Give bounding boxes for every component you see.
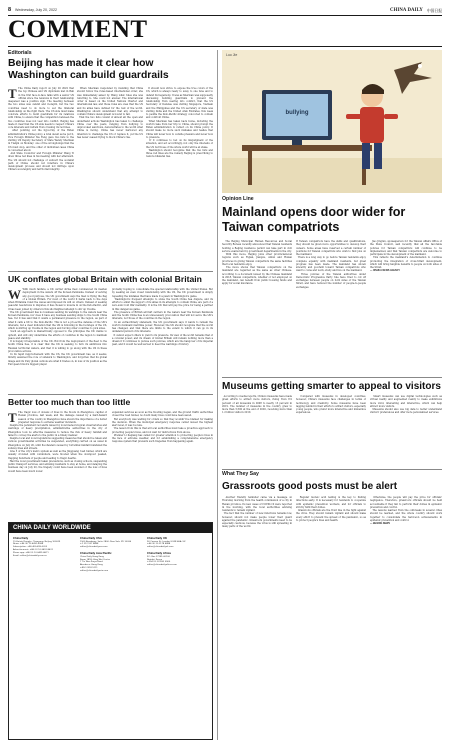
- editorial-1-p4: When Sherman responded by insisting that China should follow the rules-based international order, she was immediately asked by Wang what rules she was referring to. She could not answer. The international order is based on the United Nations Charter and international law, and those rules are ones that the US and its allies have defined for the rest of the world. Washington should understand that any attempt to contain China's development is bound to fail.: [77, 87, 143, 116]
- section-title: COMMENT: [8, 17, 148, 43]
- contact-line: +44 (0) 20 3178 6888: [147, 543, 171, 546]
- contact-link[interactable]: editor@chinadailyusa.com: [80, 546, 108, 549]
- contact-name: China Daily Asia Pacific: [80, 551, 112, 556]
- opinion-1-col-3: [370, 240, 442, 375]
- opinion-3-col-2: [296, 496, 366, 740]
- opinion-3-signature: — BEIJING NEWS: [370, 523, 390, 525]
- opinion-1-col-1: [222, 240, 292, 375]
- divider: [222, 469, 442, 470]
- contact-box-title: CHINA DAILY WORLDWIDE: [9, 523, 212, 533]
- opinion-1-col-2: [296, 240, 366, 375]
- contact-line: +852 2518 5111: [80, 567, 98, 570]
- editorial-2-p5: In its rapid rapprochement with the US, the UK government has, as it seems, blindly assumed the role of sidekick to Washington, and forgotten that its global image and its truly global outlook are what it trades on, in loss of its position as the European Union's biggest player.: [8, 353, 107, 366]
- editorials-label: Editorials: [8, 50, 32, 56]
- editorial-2-title: UK conflates global Britain with colonial Britain: [8, 274, 202, 284]
- contact-line: Phone app: +86 (0) 10 6491-8671: [13, 551, 49, 554]
- brand-name: CHINA DAILY: [389, 7, 423, 13]
- editorial-3-p5: Had the local government taken precautions, such as closing schools, suspending public transport services, and advising residents to stay at home, and delaying the business day on July 20, the tragedy could have been avoided or the loss of lives would have been much lower.: [8, 459, 107, 473]
- opinion-1-p7: Jiao Jinglun, spokesperson for the Taiwan Affairs Office of the State Council, said recently that all the favorable policies for Taiwan compatriots will continue to be implemented, and that Taiwan compatriots are welcome to participate in the development of the mainland.: [370, 240, 442, 256]
- divider: [222, 377, 442, 378]
- opinion-2-title: Museums getting smarter to appeal to visitors: [222, 381, 441, 392]
- contact-box: [8, 522, 213, 740]
- opinion-2-p1: According to media reports, China's museums have made great efforts to attract more visitors, rising from 8.9 percent of all museums in 2008 to nearly 13 percent in 2019. The number of museums in the country grew to more than 5,500 at the end of 2020, receiving more than 1.2 billion visits in 2019.: [222, 395, 292, 415]
- contact-line: 7 Tin Wan Praya Road: [80, 561, 103, 564]
- contact-col-1: [13, 537, 75, 737]
- editorial-3-col-1: [8, 411, 107, 519]
- header-rule: [8, 15, 442, 16]
- editorial-3-title: Better too much than too little: [8, 397, 131, 407]
- editorial-2-p9: In an extraordinary statement, the UK government says it wants to remain the world's dominant maritime power. However, the UK should recognize that the world has changed, and that there are limits to the extent to which it can go in its unilateral pursuit of its interests.: [112, 320, 213, 334]
- editorial-2-p2: The UK government has no business sending its warships to the waters near the Korean Peninsula, nor does it have any business sending ships to the South China Sea. Yet it has said that it wants a permanent presence in the region, as part of what it calls a tilt to the Indo-Pacific. This is not a pro-active defense of the UK's interests, but a clear indication that the UK is following in the footsteps of the US, which is stirring up trouble in the region and forcing other countries to pick sides.: [8, 310, 107, 330]
- brand-name-cn: 中国日报: [426, 7, 442, 13]
- opinion-3-p1: Another friendly reminder came via a message on Thursday morning from the health commission of a city in Henan province. Its new cases of COVID-19 were reported in the morning, with the local authorities advising residents to remain vigilant.: [222, 496, 292, 512]
- cartoon: [222, 50, 442, 193]
- opinion-line-label: Opinion Line: [222, 196, 254, 202]
- opinion-2-p3: Smart museums can use digital technologies such as virtual reality and augmented reality to make exhibitions more vivid, interesting and interactive, which can help attract more visitors.: [370, 395, 442, 408]
- editorial-1-p6: It should now strive to expose the true colors of the US, which is always ready to sway to one tune and to defend its hegemony. It was as Sherman was supposedly discussing building guardrails to prevent the relationship from veering into conflict, that the US Secretary of Defense was visiting Singapore, Vietnam and the Philippines and the US secretary of state was visiting India and the United Arab Emirates, this week to peddle the Indo-Pacific strategy concocted to contain and confront China.: [146, 87, 213, 120]
- editorial-3-p6: expanded services as soon as the flooding began, and the ground traffic authorities closed the road tunnel, no doubt many lives could have been saved.: [112, 411, 213, 418]
- section-rule: [8, 46, 442, 47]
- opinion-3-p3: Regular nucleic acid testing is the key to finding infections early. It is necessary for residents to cooperate with epidemic prevention workers, and for officials to strictly fulfil their duties.: [296, 496, 366, 509]
- editorial-1-p3: And State Councilor and Foreign Minister Wang Yi drew three red lines in his meeting with her afterward. The US should not challenge or subvert the socialist path of China; should not interfere in China's development process; and should not infringe upon China's sovereignty and territorial integrity.: [8, 152, 74, 172]
- contact-link[interactable]: editor@chinadailyuk.com: [147, 546, 174, 549]
- drop-cap: T: [8, 87, 17, 101]
- contact-line: Nairobi, Kenya: [147, 558, 163, 561]
- editorial-1-p8: If it continues to bet on its misjudgment of the situation, and act accordingly, not only the interests of the US but those of the whole world will be at stake.: [146, 139, 213, 149]
- issue-date: Wednesday, July 20, 2022: [15, 8, 58, 12]
- contact-line: Subscription: +86 400-699-0203: [13, 546, 48, 549]
- opinion-1-p4: If Taiwan compatriots have the skills and qualifications, they should be given more opportunities to develop their careers. Some areas have reserved a certain number of positions for Taiwan compatriots who wish to find jobs on the mainland.: [296, 240, 366, 256]
- editorial-3-p9: Premier Li Keqiang has called for greater attention to protecting people's lives in the face of extreme weather, and for establishing a comprehensive emergency response system that prevents such tragedies from happening again.: [112, 433, 213, 444]
- contact-line: 90 Cannon St, London EC4N 6HA, UK: [147, 540, 186, 543]
- contact-line: Room 1818, Hing Wai Centre: [80, 558, 111, 561]
- drop-cap: T: [8, 411, 17, 425]
- contact-col-3: [147, 537, 210, 737]
- editorial-3-p8: The lesson from this is that all local authorities must take a proactive approach to protecting people's lives, and not wait for instructions from above.: [112, 427, 213, 434]
- contact-line: +254 (0) 20 692 0900: [147, 561, 171, 564]
- editorial-2-p8: The presence of British aircraft carriers in the waters near the Korean Peninsula and the South China Sea is an unnecessary provocation that will not serve the UK's interests, nor those of the countries in the region.: [112, 310, 213, 321]
- contact-line: 15 Huixin Dongjie, Chaoyang, Beijing 100029: [13, 540, 61, 543]
- opinion-1-p6: Three policies of the Taiwan authorities under Democratic Progressive Party rule have tried to cut off exchanges between people on both sides of the Taiwan Strait, and have reduced the number of people-to-people exchanges.: [296, 272, 366, 289]
- editorial-3-col-2: [112, 411, 213, 519]
- editorial-3-p7: But everybody was waiting for orders so that they wouldn't be blamed for making the decision. When the municipal emergency response center issued the highest alert level, it was too late.: [112, 417, 213, 427]
- opinion-1-p2: With this move, Beijing joins other provincial-level regions such as Fujian, Jiangsu, Anhui and Hunan provinces in giving Taiwan compatriots the same facilities that local residents enjoy.: [222, 253, 292, 266]
- editorial-1-p1: The China Daily report on July 20 2022 that the top Chinese and US diplomats met in Bali in the first face-to-face talks with a senior US official since the tensions in their relationship deepened was a positive sign. The meeting between the two sides was candid and in-depth, but the two countries need to do more to set the bilateral relationship on the right track. The US side must make concrete efforts to build guardrails for its relations with China, to ensure that the competition between the two countries does not veer into conflict. Beijing has made it clear that the US side needs to respect China's core interests and refrain from crossing its red lines.: [8, 87, 74, 129]
- opinion-3-p5: Otherwise, the people will pay the price for officials' negligence. Therefore, grassroots officials should be held accountable if they fail to perform their duties in epidemic prevention and control.: [370, 496, 442, 509]
- opinion-2-p4: Museums should also use big data to better understand visitors' preferences and offer more personalized services.: [370, 408, 442, 415]
- what-they-say-label: What They Say: [222, 471, 259, 477]
- editorial-2-col-1: [8, 288, 107, 392]
- opinion-3-p6: The lessons learned from the outbreaks in several cities should be learned, and the whole country should work together to consolidate the hard-won achievements in epidemic prevention and control.: [370, 509, 442, 522]
- opinion-1-p3: The move shows that Taiwan compatriots on the mainland are regarded as the same as other Chinese. According to a document issued by the Chinese mainland in 2018, Taiwan compatriots, whether or not employed on the mainland, can benefit from public housing funds and apply for social insurance.: [222, 266, 292, 286]
- opinion-3-p4: Grassroots officials are the front line in the fight against the virus. They should remain vigilant and should make every effort to prevent the spread of the pandemic, so as to protect people's lives and health.: [296, 509, 366, 522]
- editorial-1-col-2: [77, 87, 143, 270]
- editorial-2-p1: With much fanfare, a UK carrier strike fleet commenced its maiden deployment in the waters off the Korean Peninsula. Instead of serving any good purpose, the UK government says the fleet is flying the flag of a Global Britain. For most of the world it harks back to the days when Britannia ruled the waves and imposed its will on others. Instead of seeking peaceful resolutions to disputes, it has chosen to muscle in on the Indo-Pacific, and it has been joined by others in this shortsighted attempt to stir up trouble.: [8, 288, 107, 311]
- opinion-3-p2: The fact that the number of new infections remains low, however, should not make people lower their guard against the pandemic. Grassroots governments need to be especially cautious, because the virus is still spreading in many parts of the world.: [222, 512, 292, 529]
- opinion-2-p2: Compared with museums in developed countries, however, China's museums face challenges in terms of technology and creativity. Some museums have been lagging behind in their efforts to attract visitors, especially young people, who prefer more interactive and immersive experiences.: [296, 395, 366, 415]
- editorial-1-col-1: [8, 87, 74, 270]
- opinion-2-col-1: [222, 395, 292, 467]
- opinion-1-p5: There is a long way to go before Taiwan residents enjoy complete equality with mainland residents, but great progress has been made. The mainland has shown sincerity and goodwill toward Taiwan compatriots who want to come and work, study and live on the mainland.: [296, 256, 366, 273]
- opinion-1-p1: The Beijing Municipal Human Resources and Social Security Bureau recently announced that Taiwan residents holding a Beijing residence permit can take part in civil service exams held by government departments in the city.: [222, 240, 292, 253]
- opinion-3-col-3: [370, 496, 442, 740]
- contact-name: China Daily USA: [80, 537, 102, 540]
- editorial-2-p6: probably hoping to consolidate the special relationship with the United States. But by seeking an even closer relationship with the US, the UK government is simply repeating the mistakes that have made it a pawn in Washington's game.: [112, 288, 213, 298]
- contact-col-2: [80, 537, 142, 737]
- opinion-3-title: Grassroots good posts must be alert: [222, 481, 398, 492]
- editorial-3-p4: Line 5 of the city's metro system as well as the Jingguang road tunnel, which are usually crowded with commuters, were flooded when the downpour peaked, trapping hundreds of people and leading to tragic deaths.: [8, 450, 107, 460]
- column-separator: [217, 50, 218, 740]
- divider: [8, 394, 213, 395]
- contact-name: China Daily UK: [147, 537, 168, 540]
- editorial-1-p2: After pointing out the hypocrisy of the Biden administration's China policy, a total deceit as he put it, Vice Foreign Minister Xie Feng gave two lists to the visiting US Deputy Secretary of State Wendy Sherman in Tianjin on Monday: one of the wrongdoings that the US must stop, and the other of individual cases China is concerned about.: [8, 129, 74, 152]
- editorial-2-p3: Such an approach is diametrically opposed to the principles the UK claims to uphold, and will only undermine the efforts of countries in the region to maintain peace and stability.: [8, 330, 107, 340]
- opinion-1-title: Mainland opens door wider for Taiwan compatriots: [222, 205, 406, 235]
- contact-line: Aberdeen, Hong Kong: [80, 564, 103, 567]
- editorial-3-p1: The tragic loss of dozens of lives in the floods in Zhengzhou, capital of Henan province, last week, and the damage caused by a hard-hazard season of the county in Zhengzhou have shown the importance of a better prepared response to extreme weather incidents.: [18, 411, 107, 424]
- cartoon-illustration: [222, 50, 442, 193]
- opinion-2-col-2: [296, 395, 366, 467]
- contact-line: +1 212 537 8888: [80, 543, 99, 546]
- editorial-2-p4: It is hugely irresponsible of the UK. But from the deployment of the fleet to the South China Sea, it is clear that the UK is seeking to turn its ambitions into Russian territorial waters, and that it is willing to go along with the US in these provocative actions.: [8, 340, 107, 353]
- opinion-3-col-1: [222, 496, 292, 740]
- cartoon-monitor-label: bullying: [285, 110, 309, 116]
- contact-line: Advertisement: +86 (0) 10 6491-8631: [13, 549, 53, 552]
- contact-name: China Daily Africa: [147, 551, 171, 556]
- drop-cap: W: [8, 288, 21, 302]
- contact-link[interactable]: editor@chinadailyafrica.com: [147, 564, 177, 567]
- page-number: 8: [8, 7, 12, 13]
- editorial-2-p7: Washington's frequent attempts to stoke the South China Sea dispute, and its efforts to enlist the support of its allies in its attempts to contain China, are part of a zero-sum Cold War mentality. It is the UK that will pay the price for being a partner in this dangerous game.: [112, 297, 213, 311]
- editorial-2-col-2: [112, 288, 213, 392]
- editorial-1-col-3: [146, 87, 213, 270]
- opinion-2-col-3: [370, 395, 442, 467]
- contact-line: China Daily Hong Kong: [80, 555, 104, 558]
- contact-link[interactable]: editor@chinadailyasia.com: [80, 569, 109, 572]
- editorial-1-title: Beijing has made it clear how Washington can build guardrails: [8, 58, 169, 82]
- editorial-3-p2: Despite the persistent red alerts issued by local meteorological observatories and warnings of heavy precipitation, administrative authorities in the city of Zhengzhou took no effective measures to reduce the risk of heavy rainfall and failed to convey the alerts to the public in a timely manner.: [8, 424, 107, 437]
- contact-line: 1500 Broadway, Suite 2800, New York, NY 10036: [80, 540, 132, 543]
- contact-link[interactable]: Email: editor@chinadaily.com.cn: [13, 554, 47, 557]
- contact-line: News: +86 (0) 10 6491-8366: [13, 543, 44, 546]
- contact-line: P.O. Box 27281-00100: [147, 555, 170, 558]
- contact-name: China Daily: [13, 537, 29, 540]
- cartoon-credit: Luo Jie: [226, 53, 238, 57]
- opinion-1-p8: This reflects the mainland's determination to continue promoting the integration of cross-Strait development, which will bring tangible benefits to people on both sides of the Strait.: [370, 256, 442, 269]
- editorial-1-p9: Washington should recognize that the two lists and three red lines are the remedy Beijing is prescribing to restore bilateral ties.: [146, 148, 213, 159]
- editorial-2-p10: It cannot expect others to yield to its pressure. Its view of the world remains that of a colonial power, and its dream of Global Britain will remain nothing more than a dream if it continues to pursue such policies, which are the hangover of its imperial past, and it would be well served to heed the warnings of history.: [112, 333, 213, 347]
- divider: [8, 271, 213, 272]
- opinion-1-signature: — XINHUA NEWS AGENCY: [370, 270, 400, 273]
- editorial-3-p3: Despite local and local regulations suggesting measures that should be taken and various governmental activities be suspended, everything carried on as usual in Zhengzhou on July 20, until floodwaters caused by torrential rainfall inundated the subway lines and streets.: [8, 437, 107, 450]
- editorial-1-p5: That the two lists consist of almost all the open and underhand actions Washington has taken to challenge China over the years, ranging from bullying to unprovoked sanctions, demonstrates to the world what China is facing. China has never harbored any intention to challenge the US or replace it, yet the US has never ceased trying to block China's rise.: [77, 116, 143, 139]
- editorial-1-p7: What Sherman has taken back home, including the world's take from her trip to China, should prompt the Biden administration to reflect on its China policy. It should make no more such mistakes and realize that China will never bow to outside pressure and never bow to pressure.: [146, 119, 213, 139]
